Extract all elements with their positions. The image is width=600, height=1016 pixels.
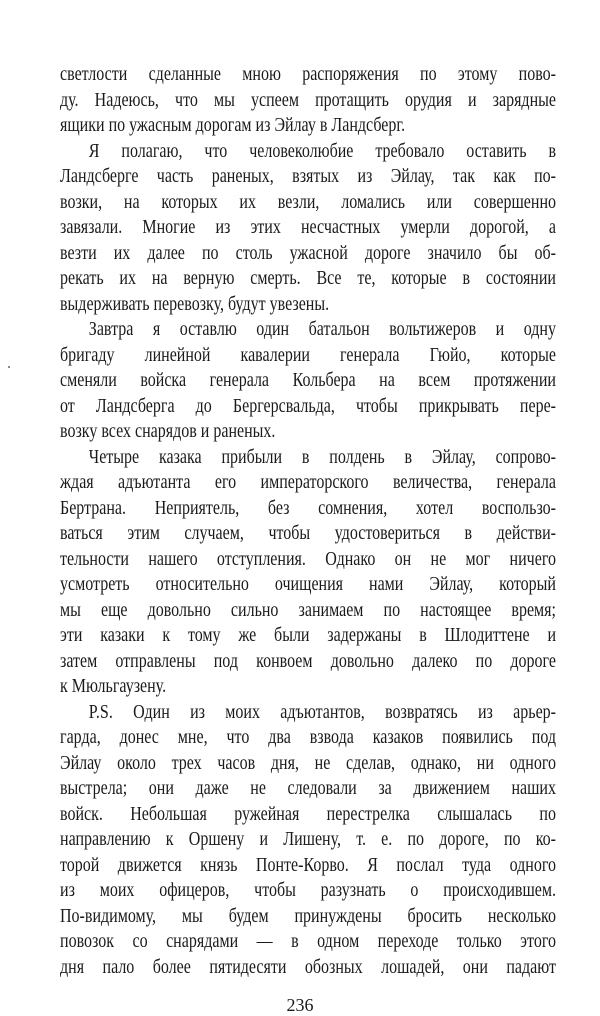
text-line: Завтра я оставлю один батальон вольтижеров и одну <box>88 318 557 340</box>
text-line: гарда, донес мне, что два взвода казаков появились под <box>60 726 556 748</box>
text-line: из моих офицеров, чтобы разузнать о происходившем. <box>60 879 556 901</box>
text-line: затем отправлены под конвоем довольно далеко по дороге <box>60 649 556 672</box>
text-line: выдерживать перевозку, будут увезены. <box>60 292 330 315</box>
text-line: к Мюльгаузену. <box>60 675 167 697</box>
page-number: 236 <box>286 995 314 1015</box>
text-line: Четыре казака прибыли в полдень в Эйлау, сопрово- <box>88 445 557 468</box>
paragraph <box>60 445 556 700</box>
text-line: бригаду линейной кавалерии генерала Гюйо, которые <box>60 343 556 366</box>
text-line: от Ландсберга до Бергерсвальда, чтобы прикрывать пере- <box>60 394 556 417</box>
text-line: рекать их на верную смерть. Все те, которые в состоянии <box>60 267 556 289</box>
paragraph <box>60 317 556 445</box>
text-line: торой движется князь Понте-Корво. Я послал туда одного <box>60 853 556 876</box>
text-line: направлению к Оршену и Лишену, т. е. по дороге, по ко- <box>60 828 556 850</box>
text-line: войск. Небольшая ружейная перестрелка слышалась по <box>60 802 556 825</box>
text-line: По-видимому, мы будем принуждены бросить несколько <box>60 904 556 927</box>
text-line: выстрела; они даже не следовали за движением наших <box>60 777 556 799</box>
text-line: ваться этим случаем, чтобы удостовериться в действи- <box>60 522 556 544</box>
text-line: Бертрана. Неприятель, без сомнения, хотел воспользо- <box>60 496 556 519</box>
text-line: ждая адъютанта его императорского величества, генерала <box>60 471 556 493</box>
text-line: ящики по ужасным дорогам из Эйлау в Ландсберг. <box>60 114 406 136</box>
text-line: Ландсберге часть раненых, взятых из Эйлау, так как по- <box>60 165 556 187</box>
paragraph <box>60 700 556 981</box>
book-page-text <box>60 62 556 980</box>
text-line: дня пало более пятидесяти обозных лошадей, они падают <box>60 955 556 978</box>
text-line: возку всех снарядов и раненых. <box>60 420 276 442</box>
text-line: Я полагаю, что человеколюбие требовало оставить в <box>88 139 557 162</box>
text-line: P.S. Один из моих адъютантов, возвратясь из арьер- <box>88 700 557 723</box>
text-line: везти их далее по столь ужасной дороге значило бы об- <box>60 241 556 264</box>
text-line: повозок со снарядами — в одном переходе только этого <box>60 930 556 952</box>
text-line: эти казаки к тому же были задержаны в Шлодиттене и <box>60 624 556 646</box>
paragraph <box>60 139 556 318</box>
text-line: возки, на которых их везли, ломались или совершенно <box>60 190 556 213</box>
text-line: завязали. Многие из этих несчастных умерли дорогой, а <box>60 216 556 238</box>
paragraph <box>60 62 556 139</box>
text-line: Эйлау около трех часов дня, не сделав, однако, ни одного <box>60 751 556 774</box>
text-line: тельности нашего отступления. Однако он не мог ничего <box>60 547 556 570</box>
text-line: усмотреть относительно очищения нами Эйлау, который <box>60 573 556 595</box>
text-line: мы еще довольно сильно занимаем по настоящее время; <box>60 598 556 621</box>
text-line: светлости сделанные мною распоряжения по этому пово- <box>60 63 556 85</box>
text-line: ду. Надеюсь, что мы успеем протащить орудия и зарядные <box>60 88 556 111</box>
text-line: сменяли войска генерала Кольбера на всем протяжении <box>60 369 556 391</box>
page-wrapper <box>0 62 600 1016</box>
